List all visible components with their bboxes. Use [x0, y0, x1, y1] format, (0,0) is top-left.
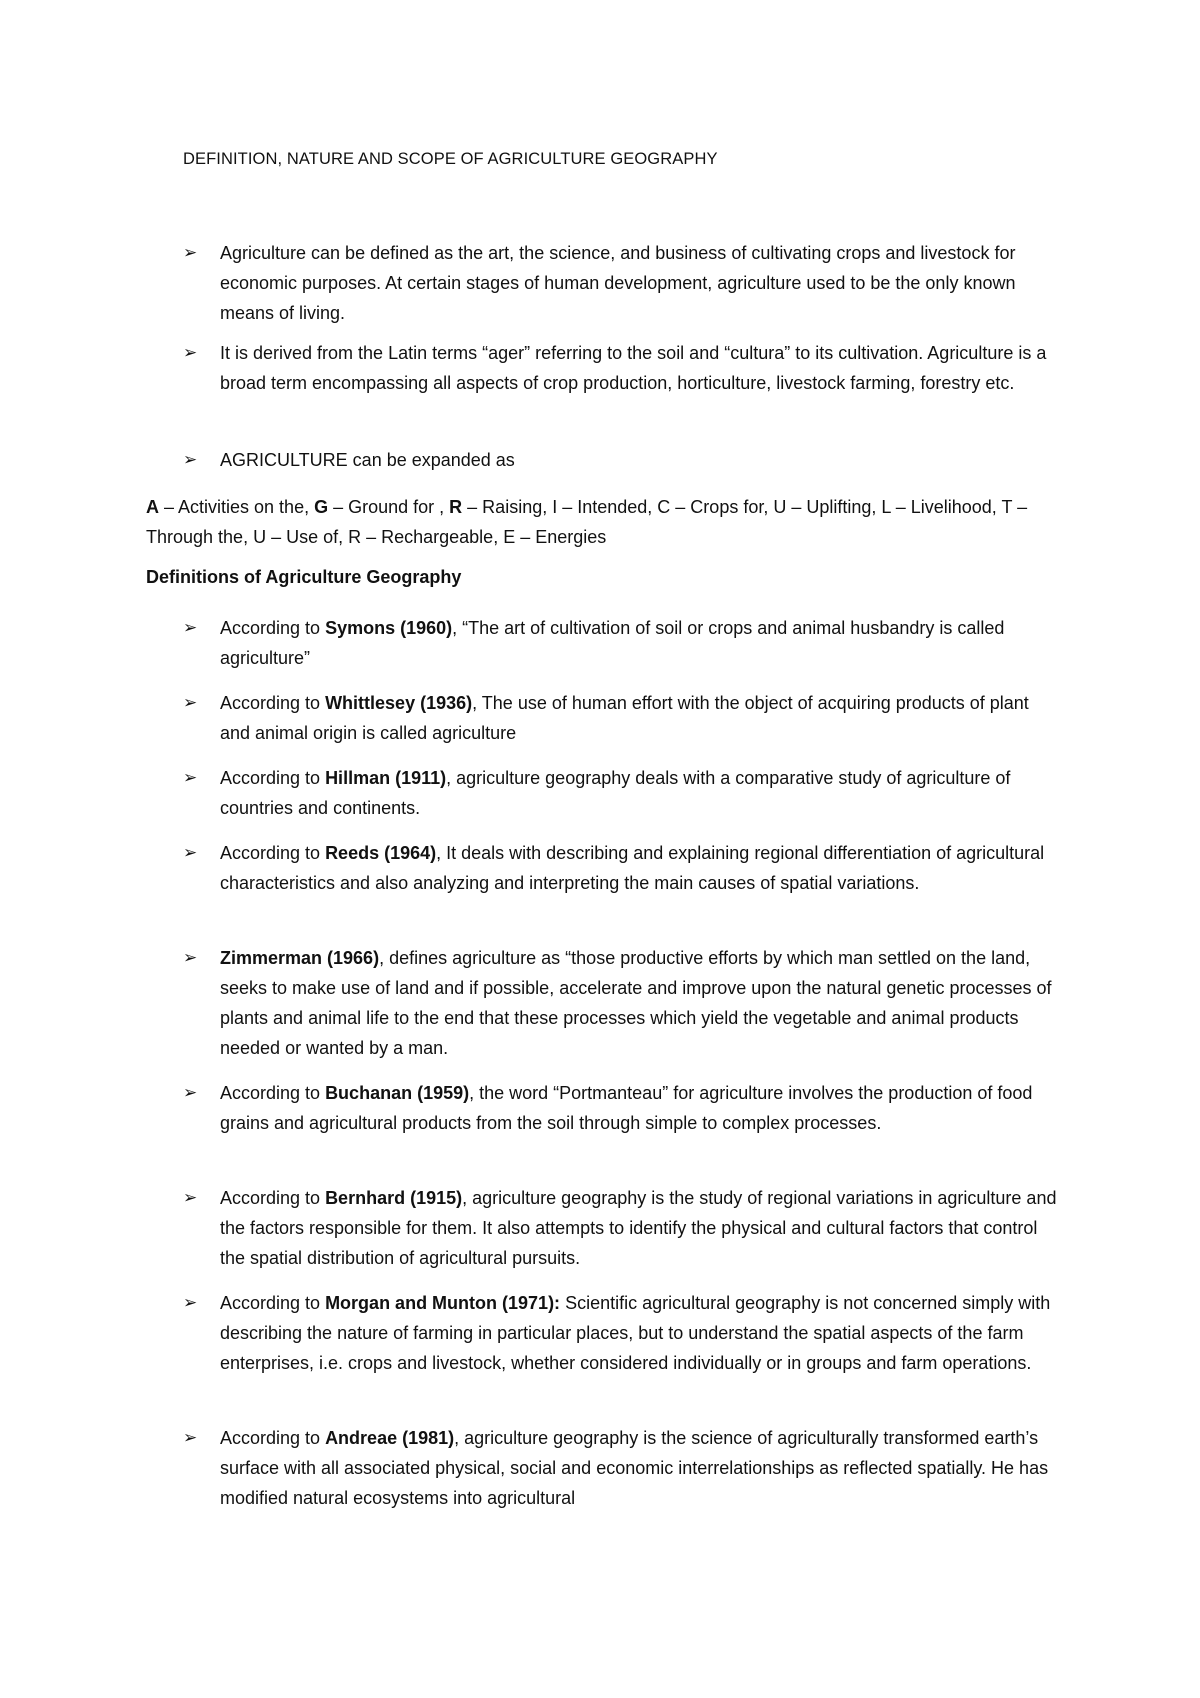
- list-item: [183, 445, 1063, 475]
- def-prefix: According to: [220, 768, 326, 788]
- acronym-text: – Raising, I – Intended, C – Crops for, U – Uplifting, L – Livelihood, T – Through the, U – Use of, R – Rechargeable, E – Energies: [146, 497, 1028, 547]
- arrow-bullet-icon: ➢: [183, 1083, 198, 1103]
- acronym-letter: A: [146, 497, 159, 517]
- page-title: DEFINITION, NATURE AND SCOPE OF AGRICULTURE GEOGRAPHY: [183, 150, 718, 168]
- def-author: Reeds (1964): [325, 843, 437, 863]
- list-item: [183, 238, 1063, 328]
- def-author: Whittlesey (1936): [325, 693, 473, 713]
- list-item: [183, 1078, 1063, 1138]
- def-author: Bernhard (1915): [325, 1188, 463, 1208]
- def-author: Morgan and Munton (1971):: [325, 1293, 561, 1313]
- def-author: Symons (1960): [325, 618, 453, 638]
- acronym-text: – Ground for ,: [328, 497, 450, 517]
- list-item-text: [220, 613, 1063, 673]
- def-text: , the word “Portmanteau” for agriculture involves the production of food grains and agricultural products from the soil through simple to complex processes.: [220, 1083, 1033, 1133]
- list-item: [183, 1423, 1063, 1513]
- def-text: , “The art of cultivation of soil or crops and animal husbandry is called agriculture”: [220, 618, 1005, 668]
- arrow-bullet-icon: ➢: [183, 1293, 198, 1313]
- def-text: , agriculture geography deals with a comparative study of agriculture of countries and continents.: [220, 768, 1011, 818]
- list-item: [183, 613, 1063, 673]
- list-item: [183, 943, 1063, 1063]
- def-prefix: According to: [220, 693, 326, 713]
- def-text: , It deals with describing and explaining regional differentiation of agricultural characteristics and also analyzing and interpreting the main causes of spatial variations.: [220, 843, 1045, 893]
- acronym-letter: G: [314, 497, 329, 517]
- def-author: Zimmerman (1966): [220, 948, 380, 968]
- list-item-text: [220, 688, 1063, 748]
- list-item-text: [220, 1183, 1063, 1273]
- list-item: [183, 688, 1063, 748]
- arrow-bullet-icon: ➢: [183, 618, 198, 638]
- list-item: [183, 763, 1063, 823]
- def-author: Buchanan (1959): [325, 1083, 470, 1103]
- arrow-bullet-icon: ➢: [183, 768, 198, 788]
- list-item-text: [220, 1288, 1063, 1378]
- list-item-text: Agriculture can be defined as the art, the science, and business of cultivating crops and livestock for economic purposes. At certain stages of human development, agriculture used to be the only known means of living.: [220, 243, 1016, 323]
- acronym-letter: R: [449, 497, 463, 517]
- arrow-bullet-icon: ➢: [183, 1428, 198, 1448]
- def-prefix: According to: [220, 1293, 326, 1313]
- arrow-bullet-icon: ➢: [183, 843, 198, 863]
- list-item-text: It is derived from the Latin terms “ager” referring to the soil and “cultura” to its cultivation. Agriculture is a broad term encompassing all aspects of crop production, horticulture, livestock farming, forestry etc.: [220, 343, 1047, 393]
- arrow-bullet-icon: ➢: [183, 343, 198, 363]
- list-item: [183, 1288, 1063, 1378]
- def-text: , agriculture geography is the study of regional variations in agriculture and the factors responsible for them. It also attempts to identify the physical and cultural factors that control the spatial distribution of agricultural pursuits.: [220, 1188, 1057, 1268]
- def-author: Hillman (1911): [325, 768, 447, 788]
- arrow-bullet-icon: ➢: [183, 450, 198, 470]
- def-prefix: According to: [220, 618, 326, 638]
- acronym-expansion: [146, 492, 1076, 552]
- list-item-text: [220, 838, 1063, 898]
- list-item: [183, 1183, 1063, 1273]
- def-text: , The use of human effort with the object of acquiring products of plant and animal origin is called agriculture: [220, 693, 1029, 743]
- list-item: [183, 838, 1063, 898]
- list-item: [183, 338, 1063, 398]
- arrow-bullet-icon: ➢: [183, 1188, 198, 1208]
- def-text: Scientific agricultural geography is not concerned simply with describing the nature of farming in particular places, but to understand the spatial aspects of the farm enterprises, i.e. crops and livestock, whether considered individually or in groups and farm operations.: [220, 1293, 1051, 1373]
- list-item-text: [220, 1423, 1063, 1513]
- def-prefix: According to: [220, 1083, 326, 1103]
- arrow-bullet-icon: ➢: [183, 948, 198, 968]
- def-author: Andreae (1981): [325, 1428, 455, 1448]
- def-prefix: According to: [220, 1428, 326, 1448]
- list-item-text: AGRICULTURE can be expanded as: [220, 450, 515, 470]
- def-prefix: According to: [220, 1188, 326, 1208]
- def-text: , agriculture geography is the science of agriculturally transformed earth’s surface with all associated physical, social and economic interrelationships as reflected spatially. He has modified natural ecosystems into agricultural: [220, 1428, 1049, 1508]
- list-item-text: [220, 943, 1063, 1063]
- arrow-bullet-icon: ➢: [183, 693, 198, 713]
- list-item-text: [220, 1078, 1063, 1138]
- list-item-text: [220, 763, 1063, 823]
- acronym-text: – Activities on the,: [159, 497, 315, 517]
- section-heading: Definitions of Agriculture Geography: [146, 567, 462, 587]
- arrow-bullet-icon: ➢: [183, 243, 198, 263]
- def-text: , defines agriculture as “those productive efforts by which man settled on the land, seeks to make use of land and if possible, accelerate and improve upon the natural genetic processes of plants and animal life to the end that these processes which yield the vegetable and animal products needed or wanted by a man.: [220, 948, 1052, 1058]
- def-prefix: According to: [220, 843, 326, 863]
